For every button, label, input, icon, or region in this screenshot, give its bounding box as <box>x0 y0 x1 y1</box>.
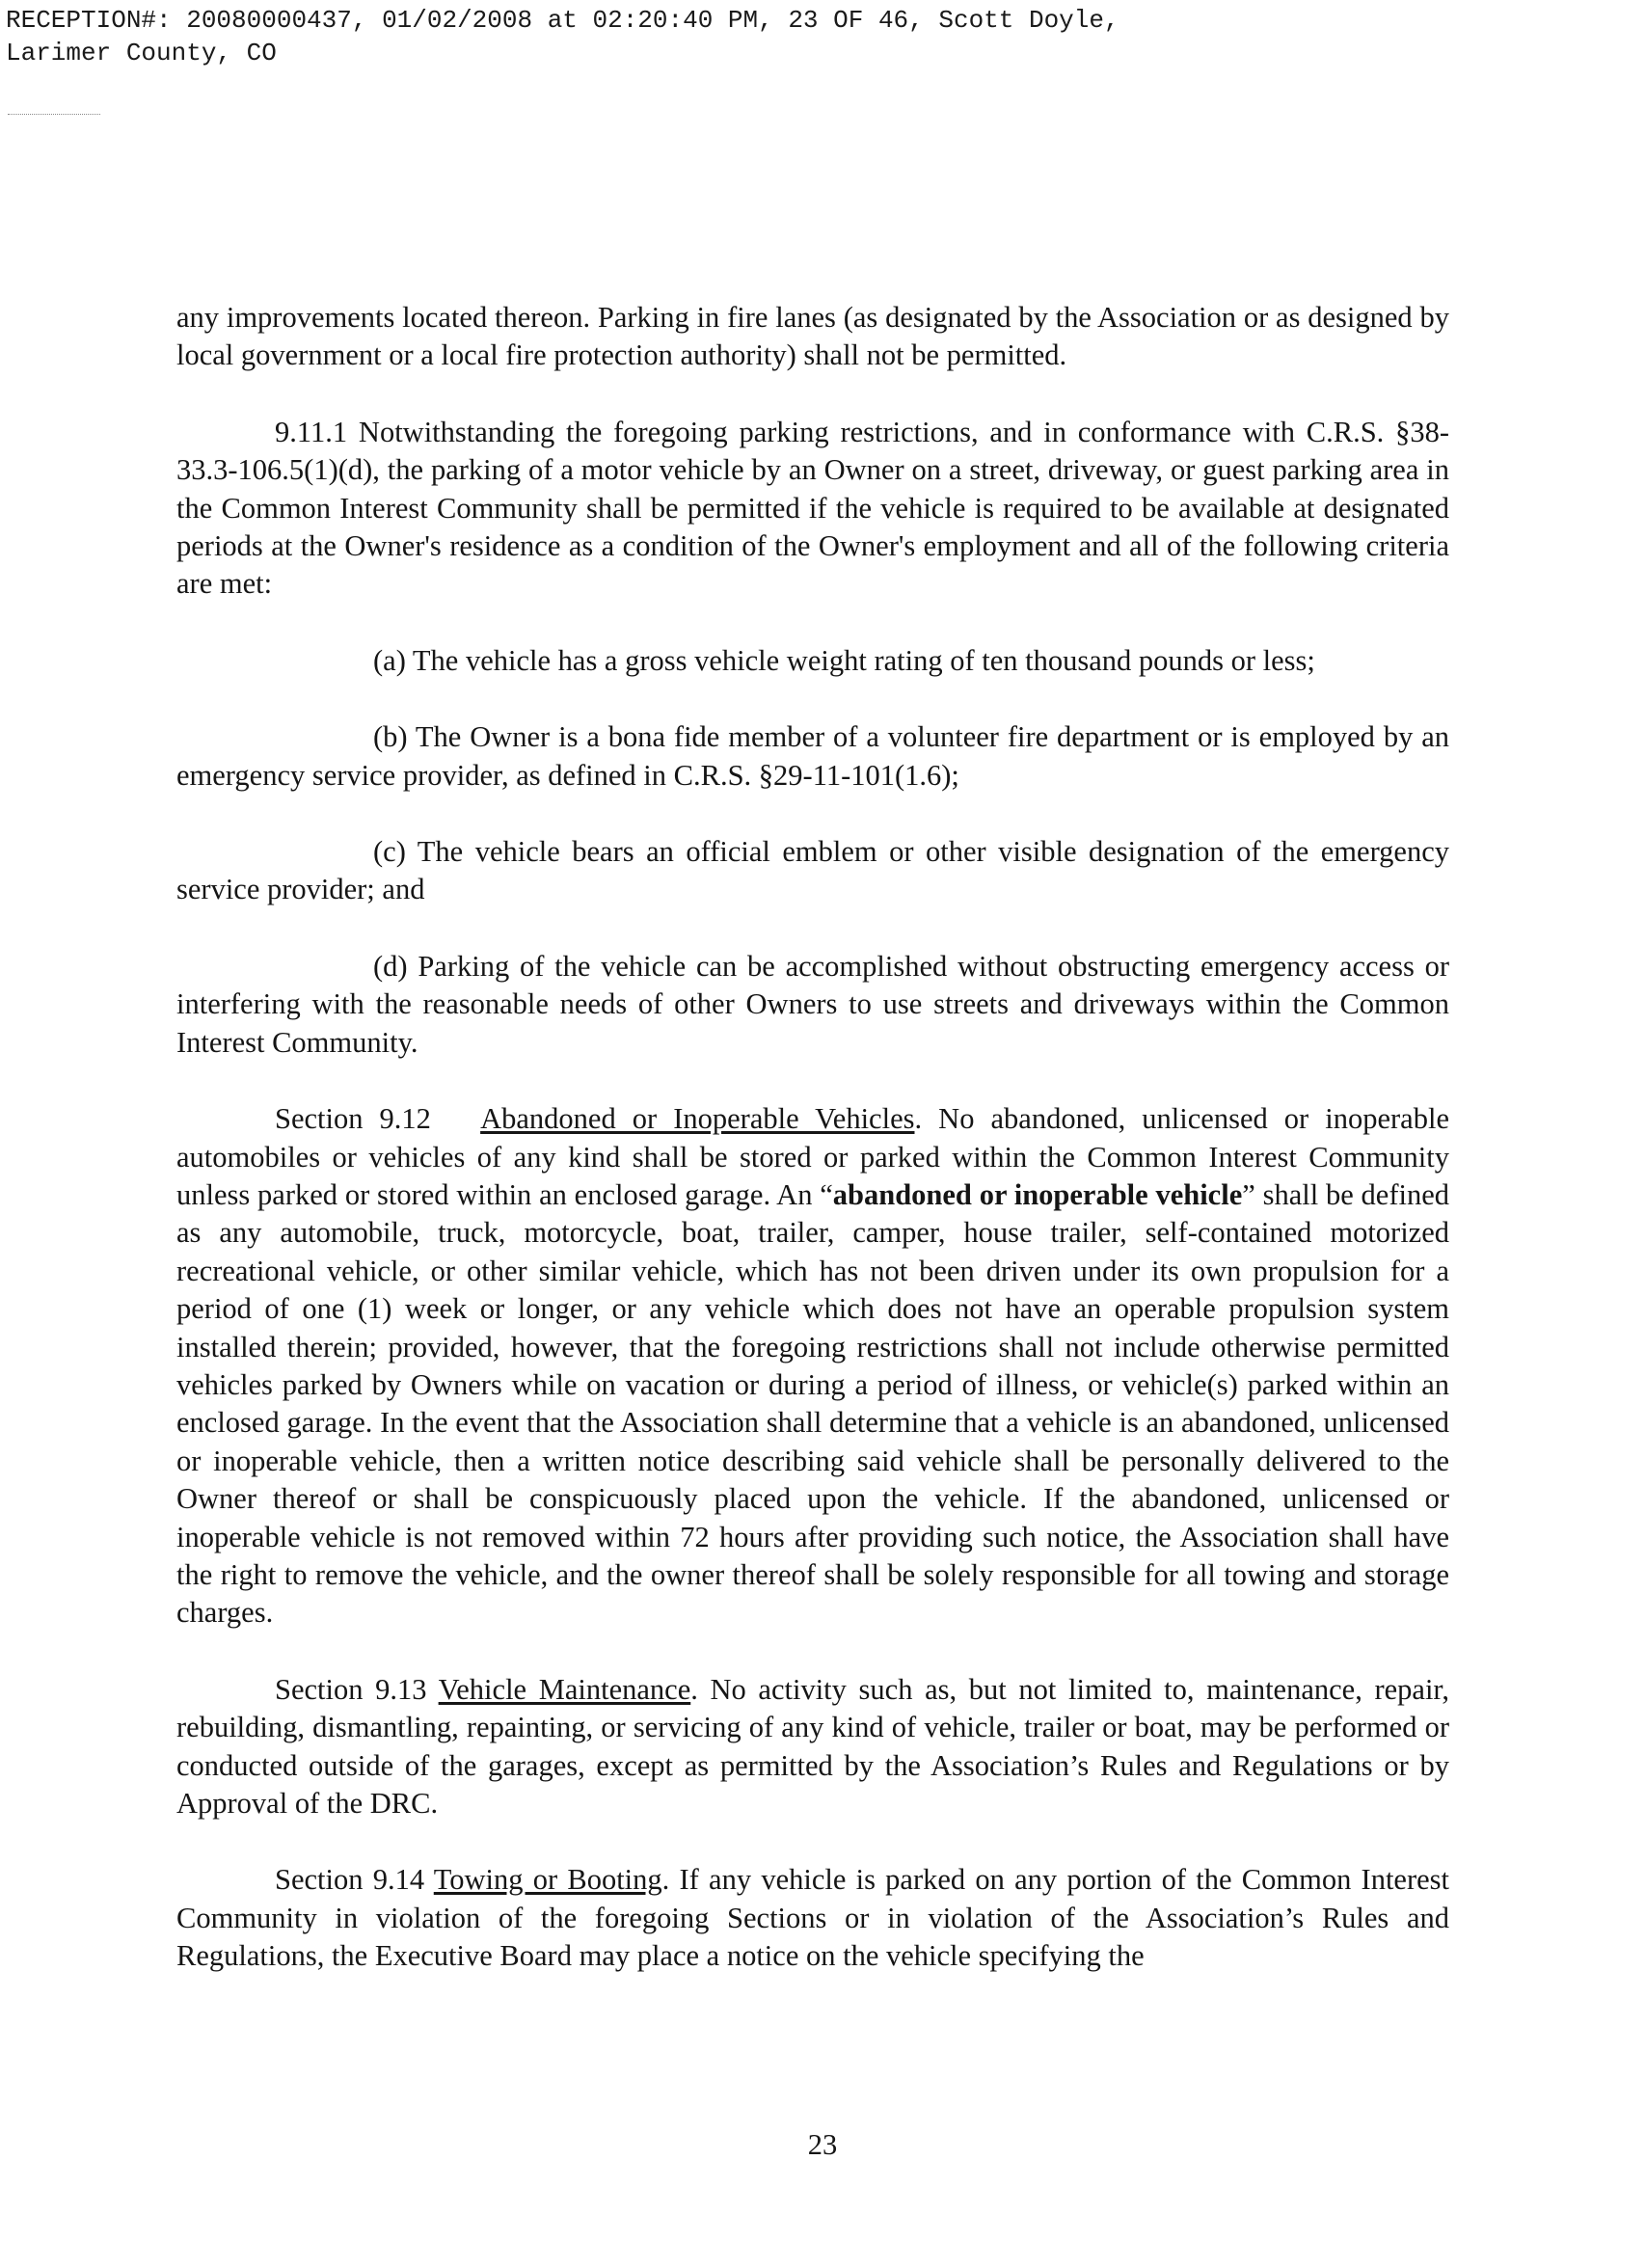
section-9-12-defined-term: abandoned or inoperable vehicle <box>832 1177 1243 1211</box>
criterion-b: (b) The Owner is a bona fide member of a volunteer fire department or is employed by an emergency service provider, as defined in C.R.S. §29-11-101(1.6); <box>176 720 1449 792</box>
page-number: 23 <box>807 2128 838 2161</box>
paragraph-9-11-1: 9.11.1 Notwithstanding the foregoing parking restrictions, and in conformance with C.R.S. §38-33.3-106.5(1)(d), the parking of a motor vehicle by an Owner on a street, driveway, or guest parking area in the Common Interest Community shall be permitted if the vehicle is required to be available at designated periods at the Owner's residence as a condition of the Owner's employment and all of the following criteria are met: <box>176 415 1449 601</box>
section-9-12 <box>176 1100 1449 1633</box>
section-9-13 <box>176 1671 1449 1823</box>
section-9-13-title: Vehicle Maintenance <box>438 1672 691 1706</box>
recording-header <box>6 4 1119 69</box>
criterion-d: (d) Parking of the vehicle can be accomplished without obstructing emergency access or interfering with the reasonable needs of other Owners to use streets and driveways within the Common Interest Community. <box>176 949 1449 1059</box>
document-body <box>176 299 1449 1976</box>
section-9-12-number: Section 9.12 <box>275 1102 431 1136</box>
section-9-12-title: Abandoned or Inoperable Vehicles <box>480 1102 915 1136</box>
section-9-14-number: Section 9.14 <box>275 1863 425 1897</box>
section-9-13-number: Section 9.13 <box>275 1672 427 1706</box>
section-9-14-text: . If any vehicle is parked on any portion of the Common Interest Community in violation of the foregoing Sections or in violation of the Association’s Rules and Regulations, the Executive Board may place a notice on the vehicle specifying the <box>176 1863 1449 1973</box>
paragraph-continuation: any improvements located thereon. Parking in fire lanes (as designated by the Association or as designed by local government or a local fire protection authority) shall not be permitted. <box>176 301 1449 372</box>
section-9-14-title: Towing or Booting <box>433 1863 662 1897</box>
criterion-a: (a) The vehicle has a gross vehicle weight rating of ten thousand pounds or less; <box>373 643 1315 677</box>
section-9-12-text-1: . No abandoned, unlicensed or inoperable automobiles or vehicles of any kind shall be stored or parked within the Common Interest Community unless parked or stored within an enclosed garage. An “ <box>176 1102 1449 1211</box>
section-9-13-text: . No activity such as, but not limited to, maintenance, repair, rebuilding, dismantling, repainting, or servicing of any kind of vehicle, trailer or boat, may be performed or conducted outside of the garages, except as permitted by the Association’s Rules and Regulations or by Approval of the DRC. <box>176 1672 1449 1820</box>
section-9-12-text-2: ” shall be defined as any automobile, truck, motorcycle, boat, trailer, camper, house trailer, self-contained motorized recreational vehicle, or other similar vehicle, which has not been driven under its own propulsion for a period of one (1) week or longer, or any vehicle which does not have an operable propulsion system installed therein; provided, however, that the foregoing restrictions shall not include otherwise permitted vehicles parked by Owners while on vacation or during a period of illness, or vehicle(s) parked within an enclosed garage. In the event that the Association shall determine that a vehicle is an abandoned, unlicensed or inoperable vehicle, then a written notice describing said vehicle shall be personally delivered to the Owner thereof or shall be conspicuously placed upon the vehicle. If the abandoned, unlicensed or inoperable vehicle is not removed within 72 hours after providing such notice, the Association shall have the right to remove the vehicle, and the owner thereof shall be solely responsible for all towing and storage charges. <box>176 1177 1450 1630</box>
section-9-14 <box>176 1861 1449 1975</box>
scan-artifact-mark <box>8 114 100 116</box>
recording-header-line-2: Larimer County, CO <box>6 39 277 68</box>
recording-header-line-1: RECEPTION#: 20080000437, 01/02/2008 at 02:20:40 PM, 23 OF 46, Scott Doyle, <box>6 6 1119 35</box>
criterion-c: (c) The vehicle bears an official emblem or other visible designation of the emergency service provider; and <box>176 835 1449 906</box>
